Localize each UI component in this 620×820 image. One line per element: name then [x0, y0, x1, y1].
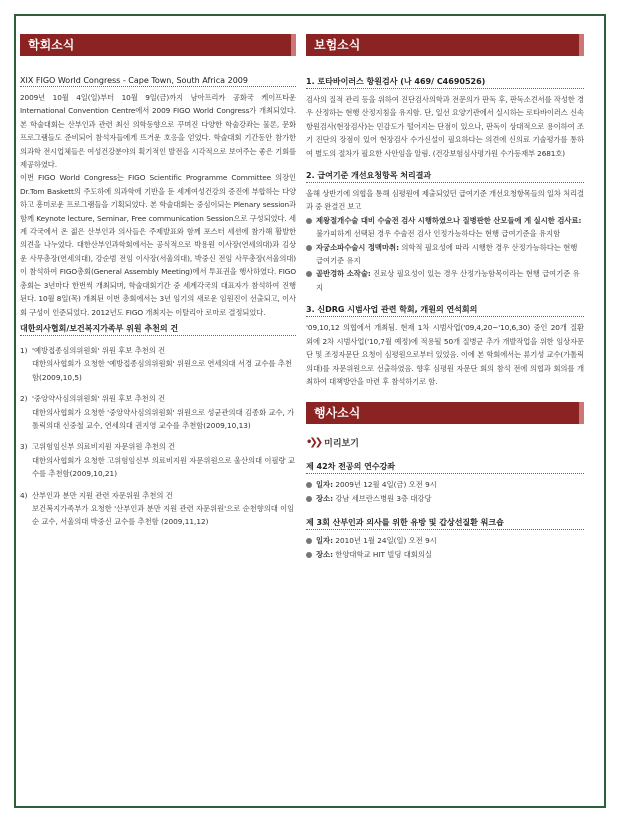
- insurance-item2-heading: 2. 급여기준 개선요청항목 처리결과: [306, 170, 584, 183]
- section-title-events: 행사소식: [306, 402, 584, 424]
- insurance-item2-body: 올해 상반기에 의협을 통해 심평원에 제출되었던 급여기준 개선요청항목들의 일차 처리결과 중 완결건 보고: [306, 189, 584, 212]
- right-column: [306, 34, 584, 561]
- list-item: [306, 534, 584, 547]
- list-item: [20, 392, 296, 432]
- list-item: [306, 548, 584, 561]
- bullet-icon: [306, 538, 312, 544]
- item-rest: 의학적 필요성에 따라 시행한 경우 산정가능하다는 현행 급여기준 유지: [316, 242, 578, 266]
- congress-paragraph-2: 이번 FIGO World Congress는 FIGO Scientific Programme Committee 의장인 Dr.Tom Baskett의 주도하에 의과학에 기반을 둔 세계여성건강의 증진에 부합하는 다양하고 흥미로운 프로그램들을 기획되었다. 본 학술대회는 중심이되는 Plenary session과 함께 Keynote lecture, Seminar, Free communication Session으로 구성되었다. 세계 각국에서 온 젊은 산부인과 의사들은 주제발표와 함께 포스터 세션에 참가해 활발한 의견을 나누었다. 대한산부인과학회에서는 공식적으로 박용원 이사장(연세의대)과 김상운 사무총장(연세의대), 강순범 전임 이사장(서울의대), 박중신 전임 사무총장(서울의대)이 참석하여 FIGO총회(General Assembly Meeting)에서 투표권을 행사하였다. FIGO 총회는 3년마다 한번씩 개최되며, 학술대회기간 중 세계각국의 대표자가 참석하여 진행된다. 10월 8일(목) 개최된 이번 총회에서는 3년 임기의 새로운 임원진이 선출되고, 이사회 구성이 인준되었다. 2012년도 FIGO 개최지는 이탈리아 로마로 결정되었다.: [20, 173, 296, 317]
- congress-paragraph-1: 2009년 10월 4일(일)부터 10월 9일(금)까지 남아프리카 공화국 케이프타운 International Convention Centre에서 2009 FIGO World Congress가 개최되었다. 본 학술대회는 산부인과 관련 최신 의학동향으로 꾸며진 다양한 학술강좌는 물론, 문화 프로그램들도 준비되어 참석자들에게 뜨거운 호응을 얻었다. 학술대회 기간동안 참가한 의과학 전시업체들은 여성건강분야의 획기적인 발전을 시각적으로 보여주는 좋은 기회를 제공하였다.: [20, 93, 296, 170]
- item-number: 4): [20, 490, 28, 500]
- bullet-icon: [306, 271, 312, 277]
- insurance-item3-heading: 3. 신DRG 시범사업 관련 학회, 개원의 연석회의: [306, 304, 584, 317]
- item-bold: 자궁소파수술시 정맥마취:: [316, 242, 399, 252]
- insurance-item1-body: 검사의 질적 관리 등을 위하여 진단검사의학과 전문의가 판독 후, 판독소견서를 작성한 경우 산정하는 현행 산정지침을 유지함. 단, 일선 요양기관에서 실시하는 로타바이러스 신속항원검사(현장검사)는 민감도가 떨어지는 단점이 있으나, 판독이 상대적으로 용이하여 조기 진단의 장점이 있어 현장검사 수가신설이 필요하다는 의견에 신의료 기술평가를 통하여 별도의 절차가 필요한 사안임을 알림. (건강보험심사평가원 수가등재부 2681호): [306, 95, 584, 158]
- item-number: 3): [20, 442, 28, 452]
- insurance-item3-body: '09,10,12 의협에서 개최됨. 현재 1차 시범사업('09,4,20~'10,6,30) 중인 20개 질환 외에 2차 시범사업('10,7월 예정)에 적용될 50개 질병군 추가 개발작업을 위한 임상자문단 및 조정자문단 요청이 심평원으로부터 있었음. 이에 본 학회에서는 류기성 교수(가톨릭의대)를 자문위원으로 선출하였음. 향후 심평원 자문단 회의 참석 전에 의협과 회의를 개최하여 대책방안을 마련 후 참석하기로 함.: [306, 323, 584, 386]
- list-item: [306, 478, 584, 491]
- item-body: 보건복지가족부가 요청한 '산부인과 분만 지원 관련 자문위원'으로 순천향의대 이임순 교수, 서울의대 박중신 교수를 추천함 (2009,11,12): [32, 503, 295, 527]
- bullet-icon: [306, 245, 312, 251]
- item-rest: 불가피하게 선택된 경우 수술전 검사 인정가능하다는 현행 급여기준을 유지함: [316, 229, 561, 239]
- event2-list: [306, 534, 584, 561]
- section-title-insurance: 보험소식: [306, 34, 584, 56]
- list-item: [306, 267, 584, 294]
- item-rest: 2009년 12월 4일(금) 오전 9시: [333, 480, 437, 490]
- event1-heading: 제 42차 전공의 연수강좌: [306, 461, 584, 474]
- item-bold: 골반경하 소작술:: [316, 269, 371, 279]
- list-item: [306, 241, 584, 268]
- event2-heading: 제 3회 산부인과 의사를 위한 유방 및 갑상선질환 워크숍: [306, 517, 584, 530]
- list-item: [20, 440, 296, 480]
- bullet-icon: [306, 496, 312, 502]
- list-item: [20, 344, 296, 384]
- bullet-icon: [306, 482, 312, 488]
- item-body: 대한의사협회가 요청한 '중앙약사심의위원회' 위원으로 성균관의대 김종화 교수, 가톨릭의대 신중철 교수, 연세의대 권지영 교수를 추천함(2009,10,13): [32, 407, 295, 430]
- item-rest: 강남 세브란스병원 3층 대강당: [333, 493, 432, 503]
- item-rest: 진료상 필요성이 있는 경우 산정가능함목이라는 현행 급여기준 유지: [316, 269, 580, 292]
- insurance-item2-list: [306, 214, 584, 294]
- insurance-item1-heading: 1. 로타바이러스 항원검사 (나 469/ C4690526): [306, 76, 584, 89]
- double-chevron-icon: •❯❯: [306, 437, 321, 449]
- left-column: [20, 34, 296, 537]
- item-title: 고위험임신부 의료비지원 자문위원 추천의 건: [32, 442, 176, 452]
- preview-label: [306, 436, 584, 449]
- list-item: [306, 214, 584, 241]
- section-title-society: 학회소식: [20, 34, 296, 56]
- recommend-heading: 대한의사협회/보건복지가족부 위원 추천의 건: [20, 323, 296, 336]
- item-bold: 장소:: [316, 493, 334, 503]
- list-item: [20, 489, 296, 529]
- item-bold: 장소:: [316, 549, 334, 559]
- item-bold: 일자:: [316, 480, 334, 490]
- recommend-list: [20, 344, 296, 529]
- congress-heading: XIX FIGO World Congress - Cape Town, South Africa 2009: [20, 76, 296, 87]
- event1-list: [306, 478, 584, 505]
- item-title: 산부인과 분만 지원 관련 자문위원 추천의 건: [32, 490, 173, 500]
- item-title: '예방접종심의위원회' 위원 후보 추천의 건: [32, 345, 166, 355]
- item-title: '중앙약사심의위원회' 위원 후보 추천의 건: [32, 394, 166, 404]
- preview-text: 미리보기: [324, 439, 359, 450]
- item-bold: 일자:: [316, 536, 334, 546]
- bullet-icon: [306, 552, 312, 558]
- list-item: [306, 492, 584, 505]
- item-rest: 2010년 1월 24일(일) 오전 9시: [333, 536, 437, 546]
- item-number: 2): [20, 394, 28, 404]
- item-number: 1): [20, 345, 28, 355]
- item-body: 대한의사협회가 요청한 '예방접종심의위원회' 위원으로 연세의대 서경 교수를 추천함(2009,10,5): [32, 359, 292, 382]
- item-rest: 한양대학교 HIT 빌딩 대회의실: [333, 549, 432, 559]
- bullet-icon: [306, 218, 312, 224]
- item-body: 대한의사협회가 요청한 고위험임신부 의료비지원 자문위원으로 울산의대 이필량 교수를 추천함(2009,10,21): [32, 455, 295, 479]
- item-bold: 제왕절개수술 대비 수술전 검사 시행하였으나 질병판한 산모들에 게 실시한 검사료:: [316, 215, 582, 225]
